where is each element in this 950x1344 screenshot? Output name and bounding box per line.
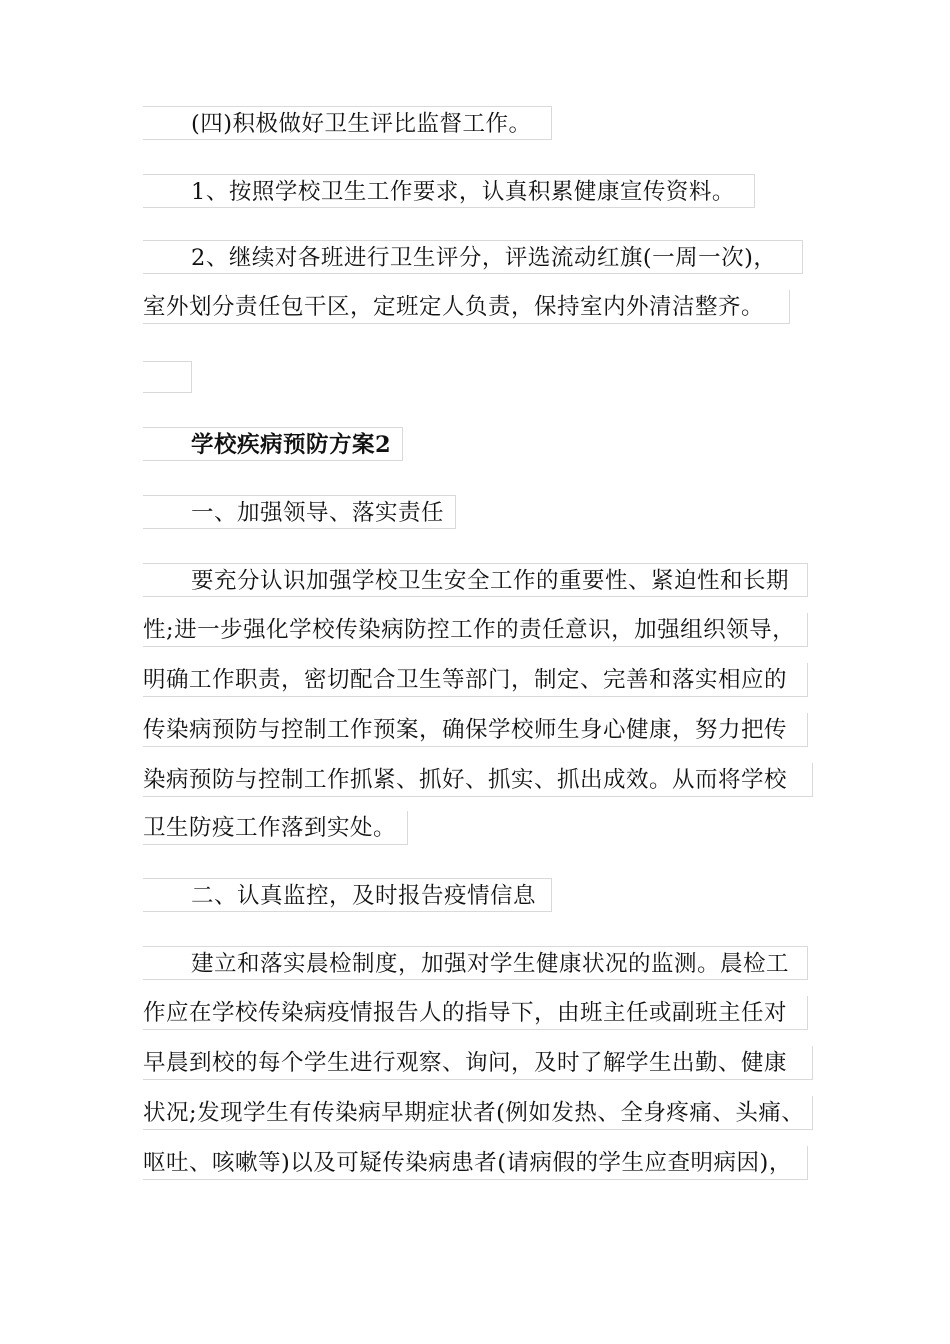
part-1-line: 要充分认识加强学校卫生安全工作的重要性、紧迫性和长期 [143, 563, 808, 597]
part-2-line: 早晨到校的每个学生进行观察、询问，及时了解学生出勤、健康 [143, 1046, 813, 1080]
part-1-line: 传染病预防与控制工作预案，确保学校师生身心健康，努力把传 [143, 713, 808, 747]
part-1-line: 性;进一步强化学校传染病防控工作的责任意识，加强组织领导， [143, 613, 808, 647]
paragraph-item-2-line-1: 2、继续对各班进行卫生评分，评选流动红旗(一周一次)， [143, 240, 803, 274]
paragraph-item-2-line-2: 室外划分责任包干区，定班定人负责，保持室内外清洁整齐。 [143, 290, 790, 324]
section-four-heading: (四)积极做好卫生评比监督工作。 [143, 106, 552, 140]
part-1-line: 染病预防与控制工作抓紧、抓好、抓实、抓出成效。从而将学校 [143, 763, 813, 797]
part-2-line: 呕吐、咳嗽等)以及可疑传染病患者(请病假的学生应查明病因)， [143, 1146, 808, 1180]
part-2-line: 建立和落实晨检制度，加强对学生健康状况的监测。晨检工 [143, 946, 808, 980]
part-1-line: 明确工作职责，密切配合卫生等部门，制定、完善和落实相应的 [143, 663, 808, 697]
part-2-line: 状况;发现学生有传染病早期症状者(例如发热、全身疼痛、头痛、 [143, 1096, 813, 1130]
part-1-line: 卫生防疫工作落到实处。 [143, 811, 408, 845]
part-2-heading: 二、认真监控，及时报告疫情信息 [143, 878, 552, 912]
part-1-heading: 一、加强领导、落实责任 [143, 495, 456, 529]
part-2-line: 作应在学校传染病疫情报告人的指导下，由班主任或副班主任对 [143, 996, 808, 1030]
plan-2-title: 学校疾病预防方案2 [143, 427, 403, 461]
empty-cell [143, 361, 192, 393]
paragraph-item-1: 1、按照学校卫生工作要求，认真积累健康宣传资料。 [143, 174, 755, 208]
